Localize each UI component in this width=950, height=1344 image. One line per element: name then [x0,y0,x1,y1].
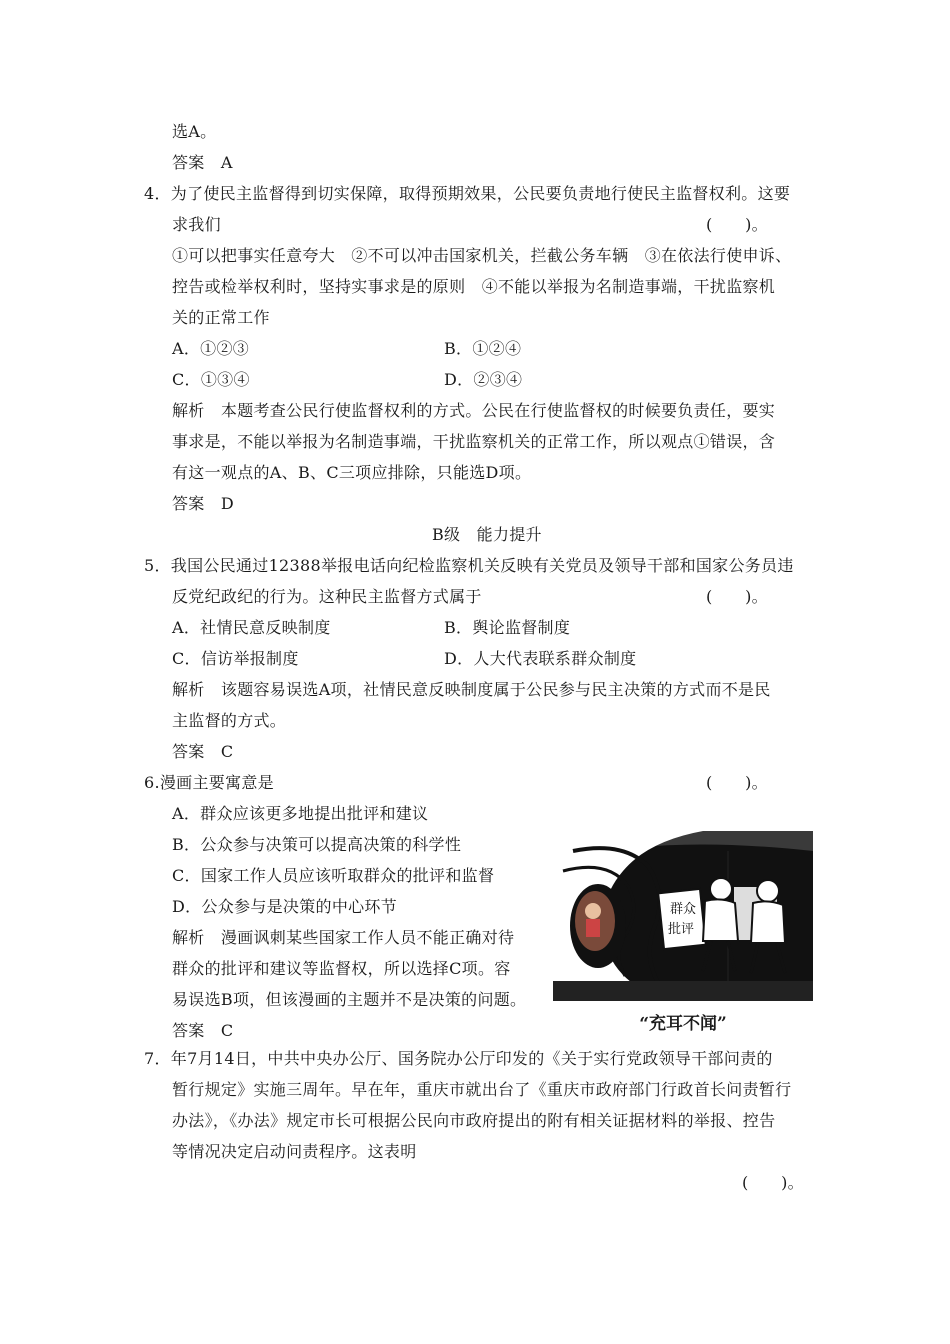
option-b: B．①②④ [444,339,522,358]
analysis-line: 群众的批评和建议等监督权，所以选择C项。容 [172,959,511,978]
option-b: B．舆论监督制度 [444,618,571,637]
question-7-line: 暂行规定》实施三周年。早在年，重庆市就出台了《重庆市政府部门行政首长问责暂行 [172,1080,792,1099]
question-4-line: 4．为了使民主监督得到切实保障，取得预期效果，公民要负责地行使民主监督权利。这要 [144,184,791,203]
question-4-statement: 控告或检举权利时，坚持实事求是的原则 ④不能以举报为名制造事端，干扰监察机 [172,277,776,296]
option-a: A．社情民意反映制度 [172,618,331,637]
question-5-line: 反党纪政纪的行为。这种民主监督方式属于 [172,587,482,606]
answer-blank: ( )。 [742,1173,804,1192]
question-4-statement: 关的正常工作 [172,308,270,327]
analysis-line: 事求是，不能以举报为名制造事端，干扰监察机关的正常工作，所以观点①错误，含 [172,432,776,451]
option-a: A．①②③ [172,339,250,358]
analysis-line: 主监督的方式。 [172,711,287,730]
analysis-line: 易误选B项，但该漫画的主题并不是决策的问题。 [172,990,527,1009]
option-d: D．人大代表联系群众制度 [444,649,637,668]
question-6-line: 6.漫画主要寓意是 [144,773,274,792]
sign-text-2: 批评 [667,922,695,937]
question-4-line: 求我们 [172,215,221,234]
answer-line: 答案 A [172,153,233,172]
sign-text-1: 群众 [669,902,697,917]
question-7-line: 办法》，《办法》规定市长可根据公民向市政府提出的附有相关证据材料的举报、控告 [172,1111,776,1130]
option-a: A．群众应该更多地提出批评和建议 [172,804,429,823]
cartoon-image [553,831,813,1001]
answer-blank: ( )。 [706,587,768,606]
cartoon-drawing [553,831,813,1001]
option-d: D．②③④ [444,370,523,389]
option-d: D．公众参与是决策的中心环节 [172,897,398,916]
answer-line: 答案 C [172,1021,234,1040]
text-line: 选A。 [172,122,217,141]
analysis-line: 有这一观点的A、B、C三项应排除，只能选D项。 [172,463,532,482]
option-c: C．国家工作人员应该听取群众的批评和监督 [172,866,495,885]
section-heading: B级 能力提升 [432,525,542,544]
question-4-statement: ①可以把事实任意夸大 ②不可以冲击国家机关，拦截公务车辆 ③在依法行使申诉、 [172,246,792,265]
answer-blank: ( )。 [706,773,768,792]
analysis-line: 解析 漫画讽刺某些国家工作人员不能正确对待 [172,928,515,947]
option-b: B．公众参与决策可以提高决策的科学性 [172,835,462,854]
analysis-line: 解析 该题容易误选A项，社情民意反映制度属于公民参与民主决策的方式而不是民 [172,680,771,699]
answer-line: 答案 D [172,494,235,513]
question-5-line: 5．我国公民通过12388举报电话向纪检监察机关反映有关党员及领导干部和国家公务员违 [144,556,794,575]
answer-line: 答案 C [172,742,234,761]
analysis-line: 解析 本题考查公民行使监督权利的方式。公民在行使监督权的时候要负责任，要实 [172,401,776,420]
answer-blank: ( )。 [706,215,768,234]
cartoon-caption: “充耳不闻” [639,1014,727,1034]
question-7-line: 7．年7月14日，中共中央办公厅、国务院办公厅印发的《关于实行党政领导干部问责的 [144,1049,773,1068]
question-7-line: 等情况决定启动问责程序。这表明 [172,1142,417,1161]
option-c: C．①③④ [172,370,250,389]
option-c: C．信访举报制度 [172,649,299,668]
